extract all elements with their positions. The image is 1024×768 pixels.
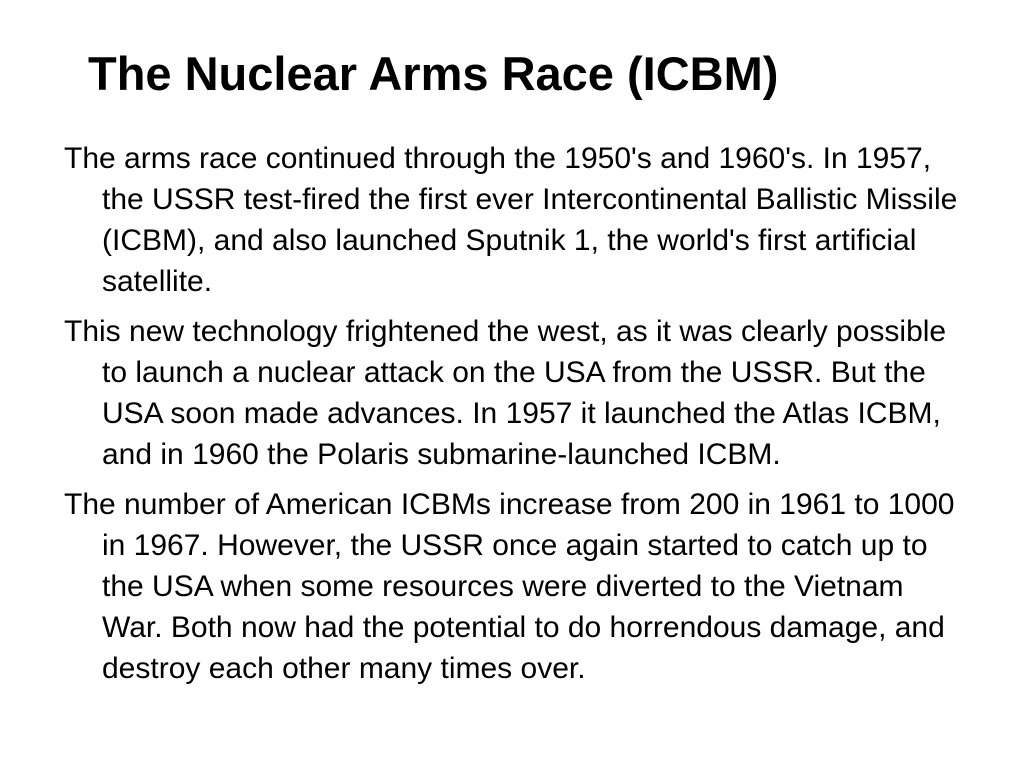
- paragraph-3: The number of American ICBMs increase from 200 in 1961 to 1000 in 1967. However, the USSR once again started to catch up to the USA when some resources were diverted to the Vietnam War. Both now had the potential to do horrendous damage, and destroy each other many times over.: [64, 488, 955, 685]
- paragraph-2: This new technology frightened the west, as it was clearly possible to launch a nuclear attack on the USA from the USSR. But the USA soon made advances. In 1957 it launched the Atlas ICBM, and in 1960 the Polaris submarine-launched ICBM.: [64, 315, 947, 471]
- slide-title: The Nuclear Arms Race (ICBM): [88, 47, 779, 100]
- paragraph-1: The arms race continued through the 1950's and 1960's. In 1957, the USSR test-fired the first ever Intercontinental Ballistic Missile (ICBM), and also launched Sputnik 1, the world's first artificial satellite.: [64, 142, 958, 298]
- slide-body: [64, 138, 964, 698]
